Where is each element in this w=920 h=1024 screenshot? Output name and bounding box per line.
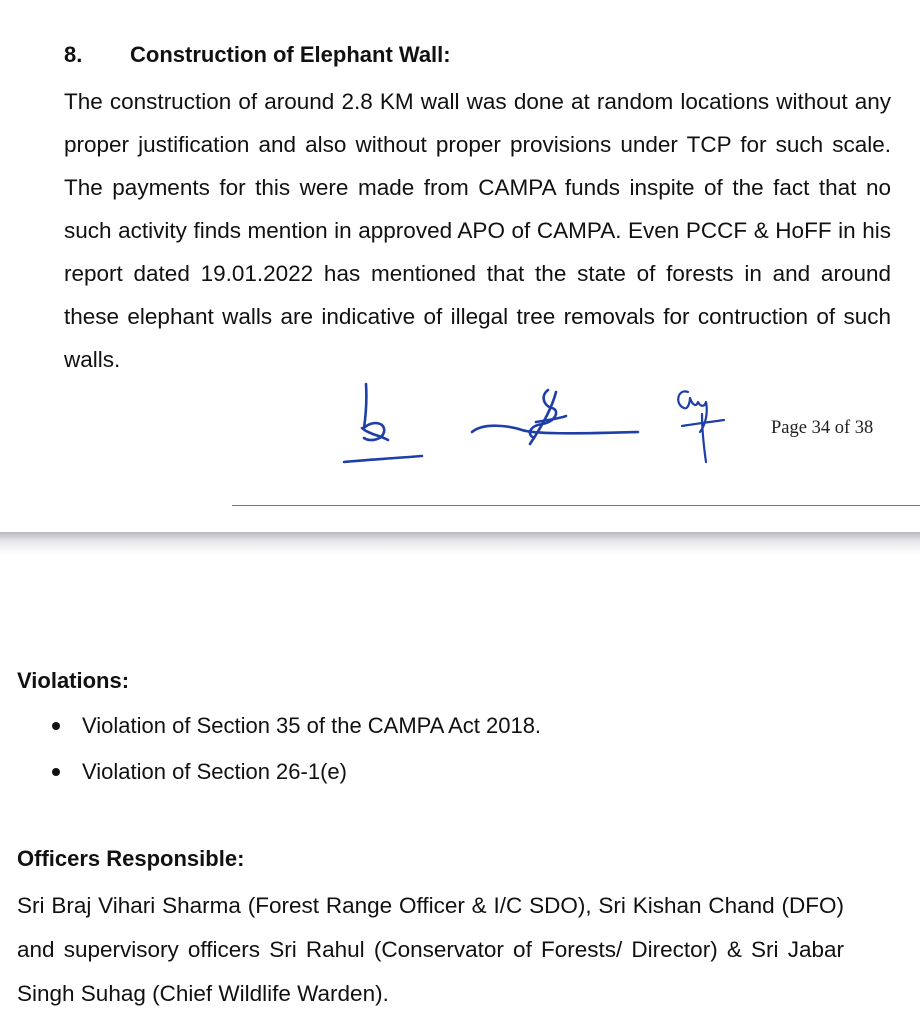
page-number: Page 34 of 38: [771, 418, 874, 438]
signature-1: [336, 378, 432, 470]
list-item: [0, 707, 541, 753]
signature-3: [666, 382, 732, 464]
section-heading: [64, 42, 451, 68]
violations-list: [0, 707, 541, 799]
section-title: Construction of Elephant Wall:: [130, 42, 451, 67]
footer-divider: [232, 505, 920, 506]
violation-text: Violation of Section 26-1(e): [82, 759, 347, 784]
section-number: 8.: [64, 42, 83, 67]
page-break-shadow: [0, 532, 920, 554]
section-paragraph: The construction of around 2.8 KM wall was done at random locations without any proper justification and also without proper provisions under TCP for such scale. The payments for this were made from CAMPA funds inspite of the fact that no such activity finds mention in approved APO of CAMPA. Even PCCF & HoFF in his report dated 19.01.2022 has mentioned that the state of forests in and around these elephant walls are indicative of illegal tree removals for contruction of such walls.: [64, 89, 891, 372]
violation-text: Violation of Section 35 of the CAMPA Act 2018.: [82, 713, 542, 738]
bullet-icon: [52, 768, 60, 776]
officers-paragraph: Sri Braj Vihari Sharma (Forest Range Officer & I/C SDO), Sri Kishan Chand (DFO) and supervisory officers Sri Rahul (Conservator of Forests/ Director) & Sri Jabar Singh Suhag (Chief Wildlife Warden).: [17, 893, 844, 1006]
officers-heading: Officers Responsible:: [17, 846, 245, 871]
violations-heading: Violations:: [17, 668, 130, 693]
bullet-icon: [52, 722, 60, 730]
list-item: [0, 753, 541, 799]
signature-2: [470, 382, 640, 452]
